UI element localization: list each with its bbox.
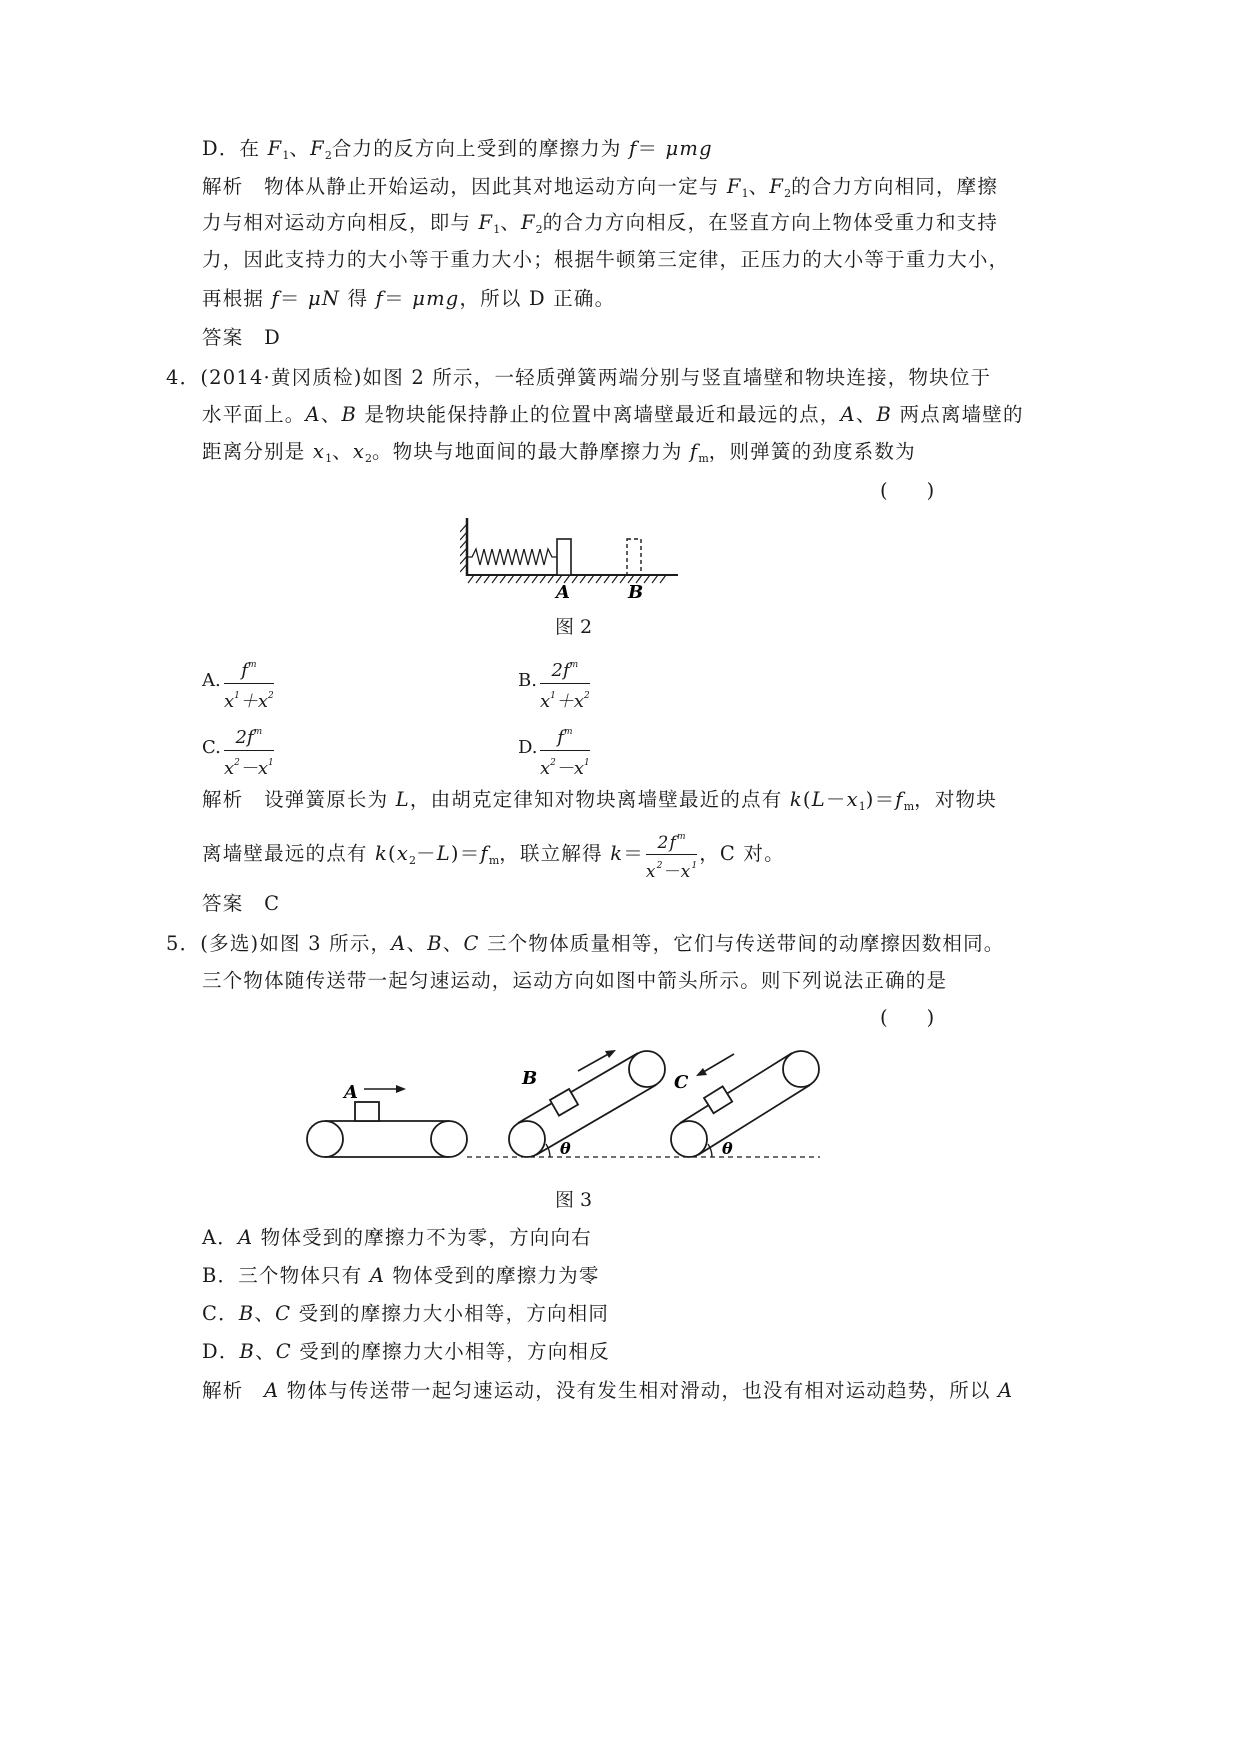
theta-b: θ — [560, 1139, 571, 1158]
q4-option-c: C. $2f^m$ $x^2-x^1$ — [202, 727, 274, 779]
arrow-down-left-icon — [696, 1054, 734, 1076]
answer-value: D — [264, 326, 281, 349]
q5-stem-line-2: 三个物体随传送带一起匀速运动，运动方向如图中箭头所示。则下列说法正确的是 — [202, 969, 948, 992]
q3-analysis-line-2: 力与相对运动方向相反，即与 $F_1$、$F_2$的合力方向相反，在竖直方向上物体受重力和支持 — [202, 211, 999, 236]
q4-analysis-line-2: 离墙壁最远的点有 $k(x_2-L)=f_m$，联立解得 k＝ $\frac{2f^m}{x^2-x^1}$ ，C 对。 — [202, 832, 785, 882]
figure-3-conveyor-belts — [300, 1040, 830, 1165]
label-c: C — [674, 1072, 689, 1093]
label-a: A — [344, 1082, 358, 1103]
figure-3-caption: 图 3 — [555, 1189, 593, 1211]
arrow-up-right-icon — [578, 1050, 616, 1071]
q4-analysis-line-1: 解析 设弹簧原长为 L，由胡克定律知对物块离墙壁最近的点有 $k(L-x_1)=f_m$，对物块 — [202, 788, 997, 813]
spring-icon — [467, 549, 557, 565]
answer-label: 答案 — [202, 326, 244, 349]
figure-2-caption: 图 2 — [555, 616, 593, 638]
q4-option-b: B. $2f^m$ $x^1+x^2$ — [518, 660, 590, 712]
q4-option-a: A. $f^m$ $x^1+x^2$ — [202, 660, 274, 712]
q5-analysis-line-1: 解析 A 物体与传送带一起匀速运动，没有发生相对滑动，也没有相对运动趋势，所以 A — [202, 1379, 1014, 1402]
inclined-belt-c — [671, 1051, 819, 1157]
block-at-a — [557, 539, 571, 575]
q4-stem-line-3: 距离分别是 $x_1$、$x_2$。物块与地面间的最大静摩擦力为 $f_m$，则弹簧的劲度系数为 — [202, 440, 916, 465]
angle-arc-b — [546, 1144, 550, 1157]
theta-c: θ — [722, 1139, 733, 1158]
q4-answer-blank: ( ) — [880, 479, 935, 502]
q3-analysis-line-4: 再根据 f＝ μN 得 f＝ μmg，所以 D 正确。 — [202, 287, 616, 310]
q5-option-c: C．B、C 受到的摩擦力大小相等，方向相同 — [202, 1302, 610, 1325]
block-c — [704, 1086, 732, 1113]
q4-stem-line-2: 水平面上。A、B 是物块能保持静止的位置中离墙壁最近和最远的点，A、B 两点离墙壁的 — [202, 403, 1024, 426]
figure-2-spring-block — [460, 510, 685, 602]
block-a — [355, 1102, 379, 1121]
q3-answer — [202, 326, 281, 350]
q5-answer-blank: ( ) — [880, 1006, 935, 1029]
q5-option-a: A．A 物体受到的摩擦力不为零，方向向右 — [202, 1226, 592, 1249]
analysis-label: 解析 — [202, 175, 244, 198]
label-b: B — [522, 1068, 538, 1089]
q3-option-d: D．在 $F_1$、$F_2$合力的反方向上受到的摩擦力为 f＝ μmg — [202, 137, 713, 162]
label-b: B — [628, 582, 644, 602]
q3-analysis-line-3: 力，因此支持力的大小等于重力大小；根据牛顿第三定律，正压力的大小等于重力大小， — [202, 248, 1010, 271]
horizontal-belt — [307, 1121, 467, 1157]
label-a: A — [556, 582, 570, 602]
q4-answer: 答案 C — [202, 892, 281, 915]
arrow-right-icon — [364, 1085, 406, 1093]
question-number: 4． — [166, 366, 201, 389]
answer-value: C — [264, 892, 281, 915]
q3-analysis-line-1: 解析 物体从静止开始运动，因此其对地运动方向一定与 $F_1$、$F_2$的合力方向相同，摩擦 — [202, 175, 999, 200]
q4-option-d: D. $f^m$ $x^2-x^1$ — [518, 727, 590, 779]
q5-option-b: B．三个物体只有 A 物体受到的摩擦力为零 — [202, 1264, 600, 1287]
q4-stem-line-1: 4．(2014·黄冈质检)如图 2 所示，一轻质弹簧两端分别与竖直墙壁和物块连接，物块位于 — [166, 366, 992, 389]
block-b — [550, 1089, 578, 1116]
inclined-belt-b — [509, 1051, 665, 1157]
q5-option-d: D．B、C 受到的摩擦力大小相等，方向相反 — [202, 1340, 610, 1363]
q5-stem-line-1: 5．(多选)如图 3 所示，A、B、C 三个物体质量相等，它们与传送带间的动摩擦因数相同。 — [166, 932, 1005, 955]
block-at-b-dashed — [627, 539, 641, 575]
